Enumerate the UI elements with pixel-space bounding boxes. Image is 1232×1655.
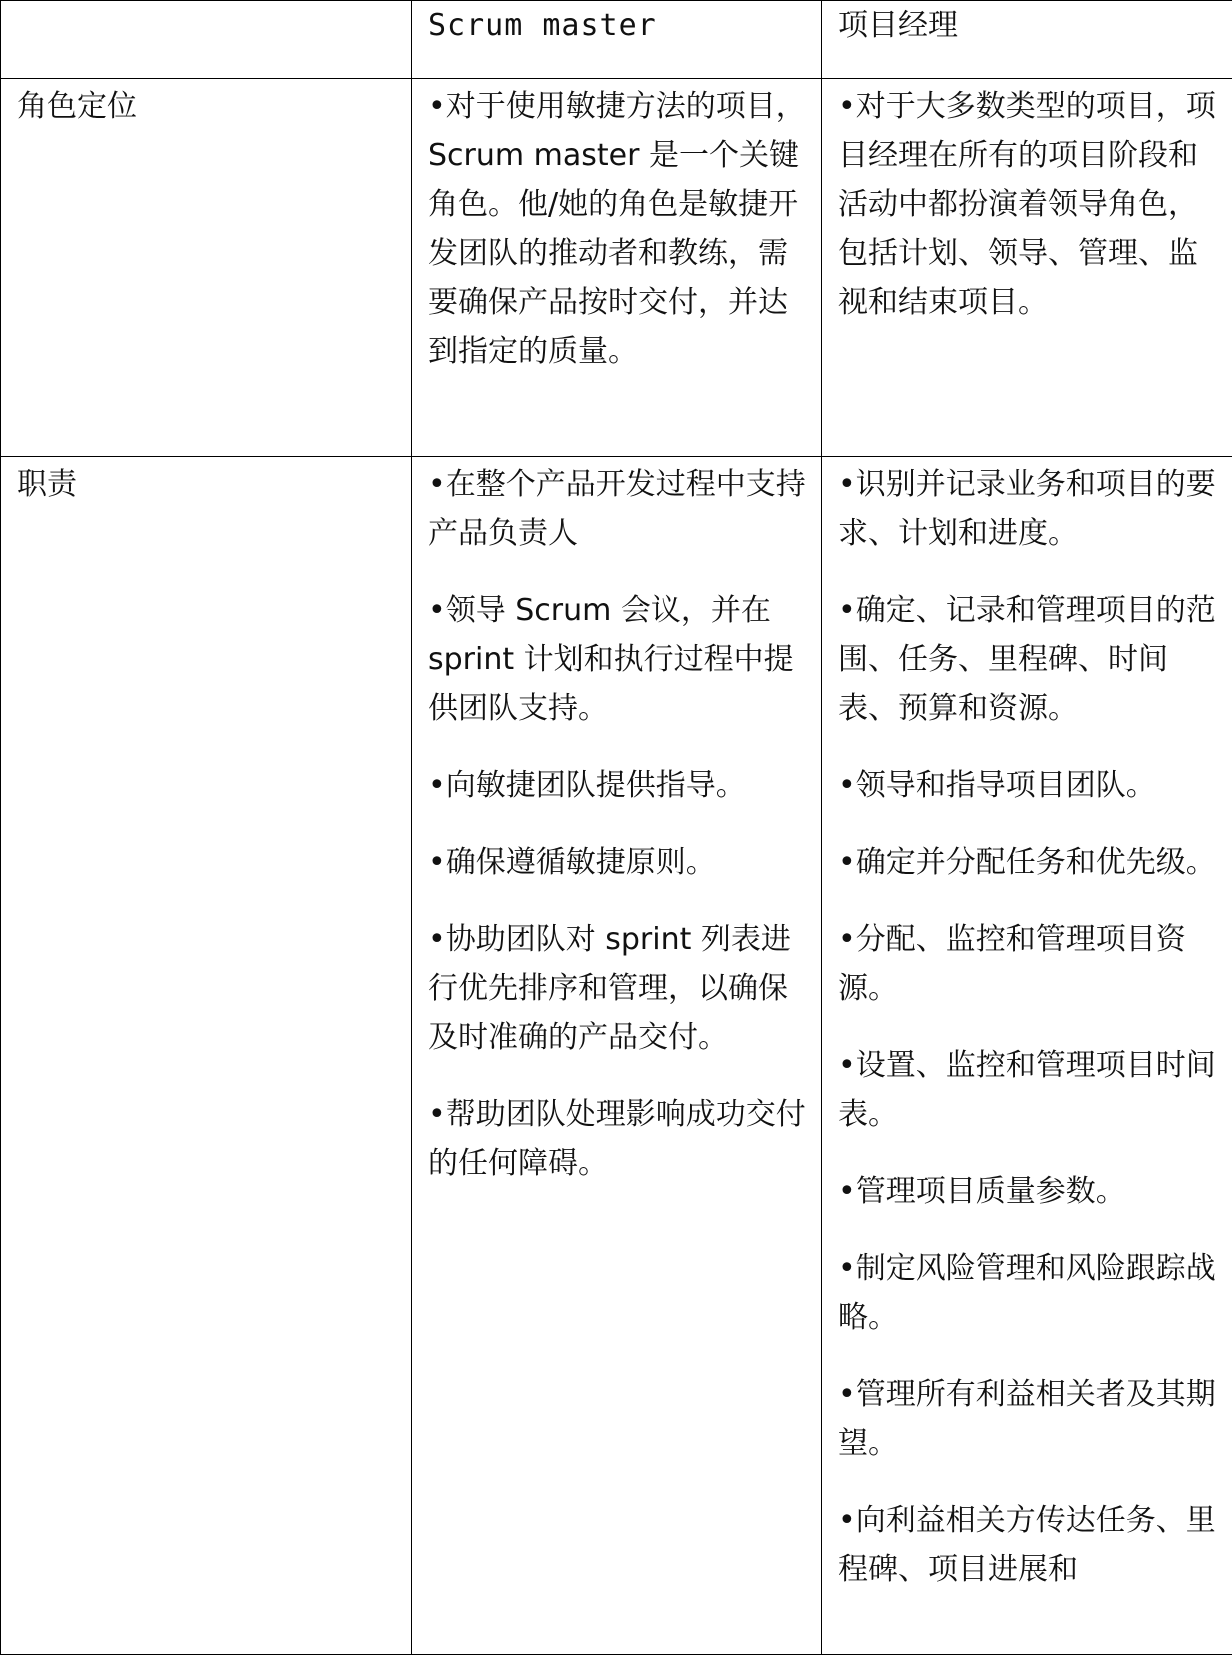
header-scrum-cell: [412, 1, 822, 79]
role-pm-cell: [822, 79, 1232, 457]
duty-scrum-item: •帮助团队处理影响成功交付的任何障碍。: [428, 1090, 807, 1188]
duty-pm-item: •向利益相关方传达任务、里程碑、项目进展和: [838, 1496, 1218, 1594]
role-label: 角色定位: [17, 82, 397, 131]
duty-label-cell: [1, 457, 412, 1655]
duty-pm-item: •识别并记录业务和项目的要求、计划和进度。: [838, 460, 1218, 558]
duty-pm-item: •制定风险管理和风险跟踪战略。: [838, 1244, 1218, 1342]
duty-pm-cell: [822, 457, 1232, 1655]
header-project-manager: 项目经理: [838, 8, 958, 43]
duty-pm-item: •设置、监控和管理项目时间表。: [838, 1041, 1218, 1139]
duty-pm-item: •分配、监控和管理项目资源。: [838, 915, 1218, 1013]
duty-scrum-item: •向敏捷团队提供指导。: [428, 761, 807, 810]
role-pm-text: •对于大多数类型的项目，项目经理在所有的项目阶段和活动中都扮演着领导角色，包括计划、领导、管理、监视和结束项目。: [838, 82, 1218, 327]
duty-scrum-item: •确保遵循敏捷原则。: [428, 838, 807, 887]
table-row-role: [1, 79, 1232, 457]
header-scrum-master: Scrum master: [428, 8, 657, 43]
duty-label: 职责: [17, 460, 397, 509]
duty-pm-item: •管理项目质量参数。: [838, 1167, 1218, 1216]
role-scrum-cell: [412, 79, 822, 457]
header-corner-cell: [1, 1, 412, 79]
duty-scrum-item: •在整个产品开发过程中支持产品负责人: [428, 460, 807, 558]
duty-scrum-item: •领导 Scrum 会议，并在 sprint 计划和执行过程中提供团队支持。: [428, 586, 807, 733]
role-scrum-text: •对于使用敏捷方法的项目，Scrum master 是一个关键角色。他/她的角色是敏捷开发团队的推动者和教练，需要确保产品按时交付，并达到指定的质量。: [428, 82, 807, 376]
duty-scrum-item: •协助团队对 sprint 列表进行优先排序和管理，以确保及时准确的产品交付。: [428, 915, 807, 1062]
duty-pm-item: •确定并分配任务和优先级。: [838, 838, 1218, 887]
duty-scrum-cell: [412, 457, 822, 1655]
table-header-row: [1, 1, 1232, 79]
duty-pm-item: •管理所有利益相关者及其期望。: [838, 1370, 1218, 1468]
duty-pm-item: •领导和指导项目团队。: [838, 761, 1218, 810]
duty-pm-item: •确定、记录和管理项目的范围、任务、里程碑、时间表、预算和资源。: [838, 586, 1218, 733]
table-row-duty: [1, 457, 1232, 1655]
header-pm-cell: [822, 1, 1232, 79]
role-label-cell: [1, 79, 412, 457]
